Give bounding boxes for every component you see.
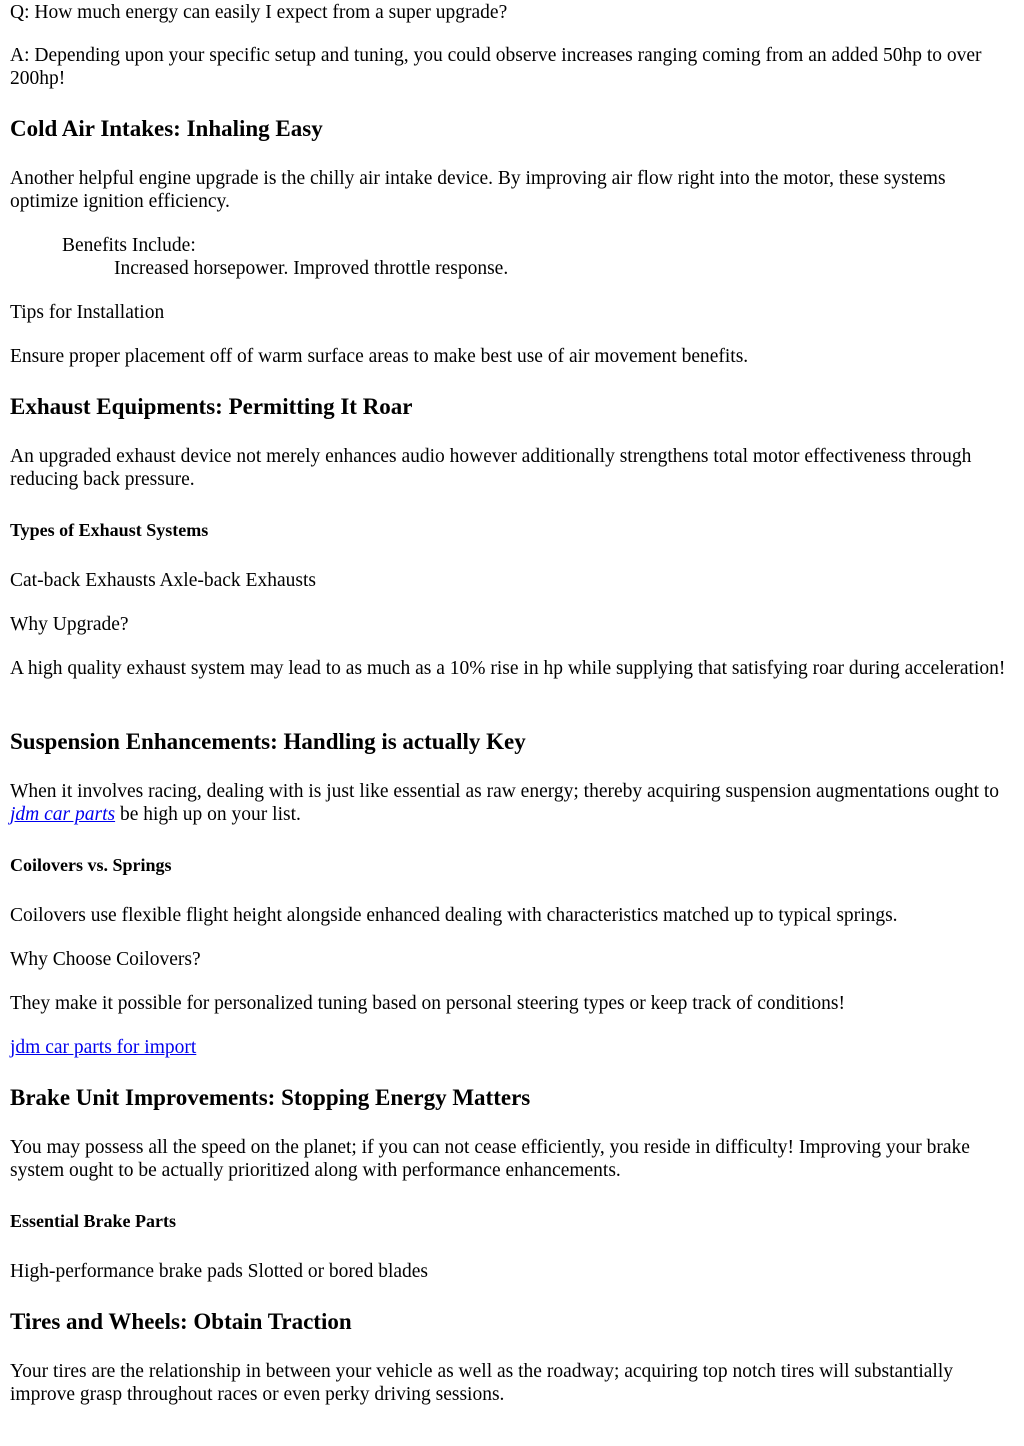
heading-brakes: Brake Unit Improvements: Stopping Energy Matters	[10, 1085, 531, 1110]
faq-question: Q: How much energy can easily I expect from a super upgrade?	[10, 2, 508, 23]
faq-answer: A: Depending upon your specific setup and tuning, you could observe increases ranging coming from an added 50hp to over 200hp!	[10, 45, 982, 89]
heading-brake-parts: Essential Brake Parts	[10, 1211, 176, 1231]
heading-exhaust-types: Types of Exhaust Systems	[10, 520, 209, 540]
why-upgrade-text: A high quality exhaust system may lead to as much as a 10% rise in hp while supplying that satisfying roar during acceleration!	[10, 658, 1006, 679]
heading-cold-air-intakes: Cold Air Intakes: Inhaling Easy	[10, 116, 323, 141]
tips-label: Tips for Installation	[10, 302, 165, 323]
heading-suspension: Suspension Enhancements: Handling is actually Key	[10, 729, 526, 754]
jdm-import-paragraph	[10, 1036, 1014, 1059]
why-coilovers-text: They make it possible for personalized tuning based on personal steering types or keep track of conditions!	[10, 993, 846, 1014]
heading-coilovers: Coilovers vs. Springs	[10, 855, 172, 875]
suspension-text-before: When it involves racing, dealing with is just like essential as raw energy; thereby acquiring suspension augmentations ought to	[10, 781, 1000, 802]
exhaust-types-text: Cat-back Exhausts Axle-back Exhausts	[10, 570, 316, 591]
coilovers-text: Coilovers use flexible flight height alongside enhanced dealing with characteristics matched up to typical springs.	[10, 905, 898, 926]
why-upgrade-label: Why Upgrade?	[10, 614, 129, 635]
suspension-text-after: be high up on your list.	[115, 804, 301, 825]
tires-paragraph: Your tires are the relationship in between your vehicle as well as the roadway; acquiring top notch tires will substantially improve grasp throughout races or even perky driving sessions.	[10, 1361, 953, 1405]
brake-parts-text: High-performance brake pads Slotted or bored blades	[10, 1261, 429, 1282]
cold-air-paragraph: Another helpful engine upgrade is the chilly air intake device. By improving air flow right into the motor, these systems optimize ignition efficiency.	[10, 168, 946, 212]
benefits-label: Benefits Include:	[62, 235, 196, 256]
exhaust-paragraph: An upgraded exhaust device not merely enhances audio however additionally strengthens total motor effectiveness through reducing back pressure.	[10, 446, 972, 490]
heading-exhaust: Exhaust Equipments: Permitting It Roar	[10, 394, 413, 419]
tips-text: Ensure proper placement off of warm surface areas to make best use of air movement benefits.	[10, 346, 749, 367]
brake-paragraph: You may possess all the speed on the planet; if you can not cease efficiently, you reside in difficulty! Improving your brake system ought to be actually prioritized along with performance enhancements.	[10, 1137, 970, 1181]
why-coilovers-label: Why Choose Coilovers?	[10, 949, 201, 970]
benefits-text: Increased horsepower. Improved throttle response.	[114, 258, 509, 279]
suspension-paragraph	[10, 780, 1014, 826]
heading-tires: Tires and Wheels: Obtain Traction	[10, 1309, 352, 1334]
jdm-car-parts-link[interactable]: jdm car parts	[10, 804, 116, 825]
jdm-car-parts-import-link[interactable]: jdm car parts for import	[10, 1037, 197, 1058]
